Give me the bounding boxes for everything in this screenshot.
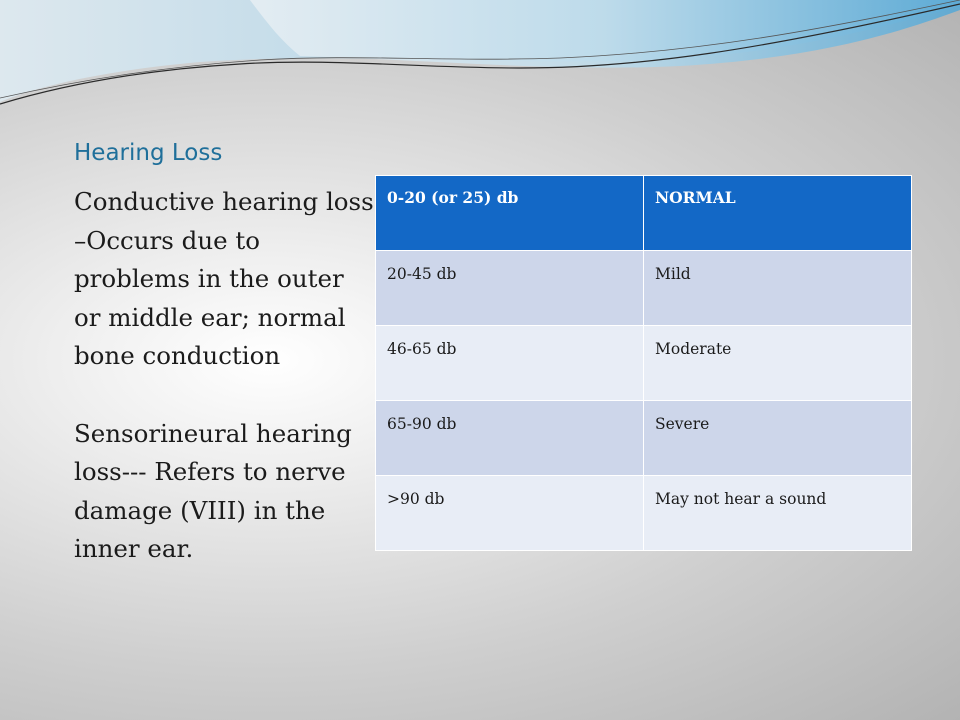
- table-cell-level: May not hear a sound: [644, 476, 912, 551]
- table-header-cell: 0-20 (or 25) db: [376, 176, 644, 251]
- table-cell-level: Mild: [644, 251, 912, 326]
- table-cell-range: 65-90 db: [376, 401, 644, 476]
- table-header-row: [376, 176, 912, 251]
- slide-body: [74, 183, 374, 608]
- table-cell-range: >90 db: [376, 476, 644, 551]
- slide-title: Hearing Loss: [74, 140, 223, 166]
- table-cell-range: 20-45 db: [376, 251, 644, 326]
- sensorineural-hearing-loss-text: Sensorineural hearing loss--- Refers to nerve damage (VIII) in the inner ear.: [74, 418, 352, 563]
- table-row: [376, 401, 912, 476]
- table-row: [376, 251, 912, 326]
- table-row: [376, 476, 912, 551]
- wave-decoration-icon: [0, 0, 960, 115]
- table-cell-level: Moderate: [644, 326, 912, 401]
- hearing-levels-table: [375, 175, 912, 551]
- table-cell-range: 46-65 db: [376, 326, 644, 401]
- conductive-hearing-loss-text: Conductive hearing loss –Occurs due to problems in the outer or middle ear; normal bone conduction: [74, 187, 374, 370]
- table-row: [376, 326, 912, 401]
- table-cell-level: Severe: [644, 401, 912, 476]
- table-header-cell: NORMAL: [644, 176, 912, 251]
